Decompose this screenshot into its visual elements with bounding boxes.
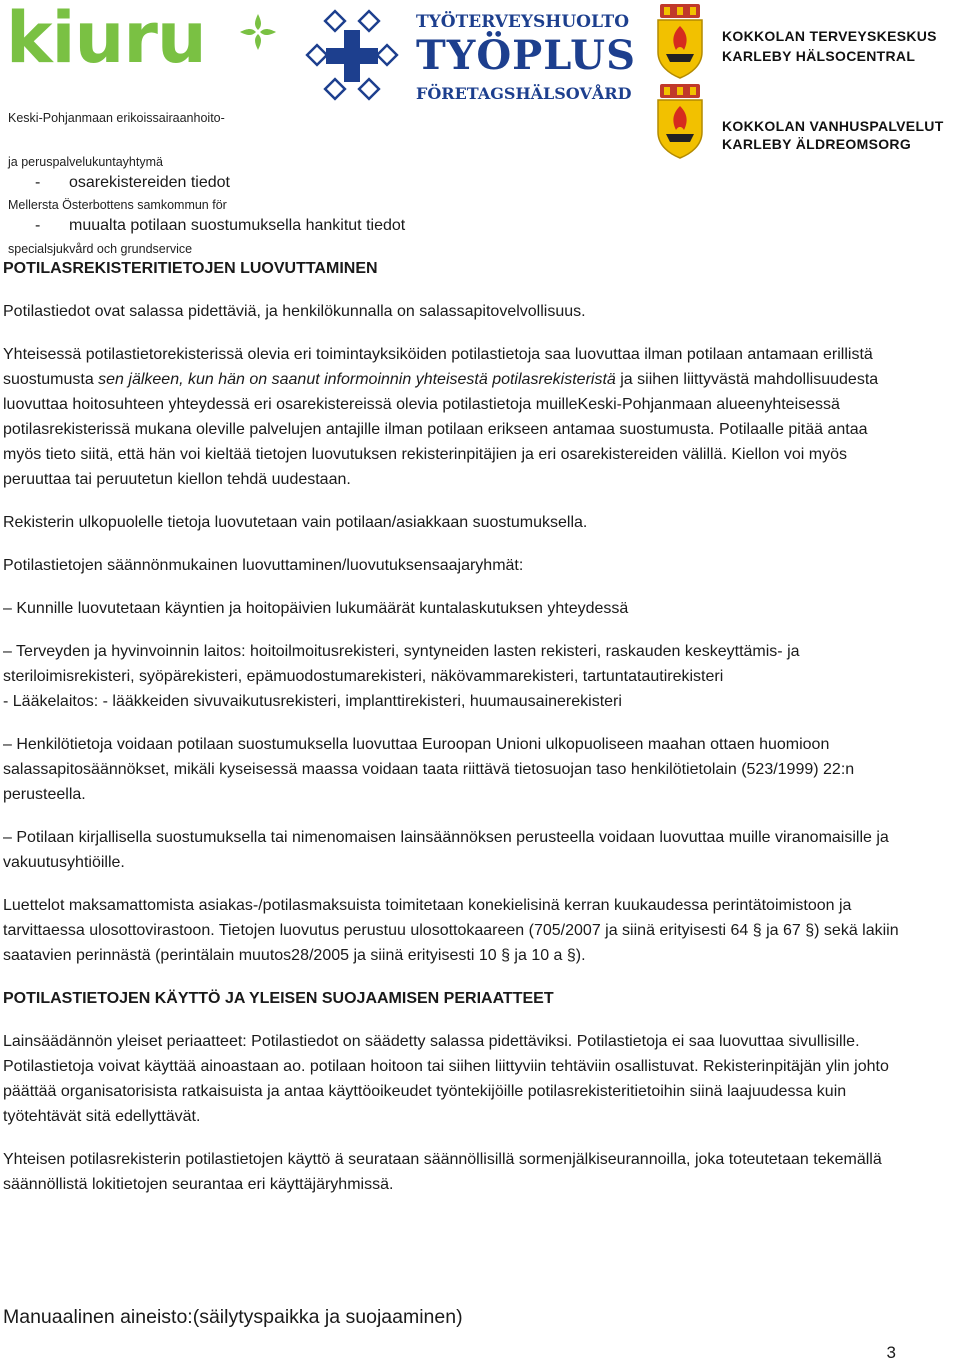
paragraph: Luettelot maksamattomista asiakas-/potilasmaksuista toimitetaan konekielisinä kerran kuukaudessa perintätoimistoon ja tarvittaessa ulosottovirastoon. Tietojen luovutus perustuu ulosottokaareen (705/2007 ja siinä erityisesti 64 § ja 67 §) sekä lakiin saatavien perinnästä (perintälain muutos28/2005 ja siinä erityisesti 10 § ja 10 a §). [3, 897, 899, 964]
page-number: 3 [886, 1343, 896, 1362]
paragraph-text: Yhteisessä potilastietorekisterissä olevia eri toimintayksiköiden potilastietoja saa luovuttaa ilman potilaan antamaan erillistä suostumusta [3, 346, 873, 388]
kiuru-star-icon [236, 10, 280, 54]
list-item [3, 170, 903, 195]
document-body [3, 170, 903, 1215]
kiuru-subtitle-line: specialsjukvård och grundservice [8, 241, 193, 256]
kokkola-vanhuspalvelut-line-2: KARLEBY ÄLDREOMSORG [722, 136, 912, 152]
manual-heading: Manuaalinen aineisto:(säilytyspaikka ja suojaaminen) [3, 1306, 463, 1328]
list-dash: - [35, 174, 41, 191]
paragraph-italic-text: sen jälkeen, kun hän on saanut informoinnin yhteisestä potilasrekisteristä [98, 371, 616, 388]
paragraph: – Potilaan kirjallisella suostumuksella tai nimenomaisen lainsäännöksen perusteella voidaan luovuttaa muille viranomaisille ja vakuutusyhtiöille. [3, 829, 889, 871]
tyoplus-line-1: TYÖTERVEYSHUOLTO [416, 12, 630, 32]
tyoplus-line-3: FÖRETAGSHÄLSOVÅRD [416, 84, 632, 103]
kiuru-wordmark: kiuru [6, 0, 206, 79]
paragraph-text: ja siihen liittyvästä mahdollisuudesta luovuttaa hoitosuhteen yhteydessä eri osarekistereissä olevia potilastietoja muilleKeski-Pohjanmaan alueenyhteisessä potilasrekisterissä mukana oleville palvelujen antajille ilman potilaan erikseen antamaa suostumusta. Potilaalle pitää antaa myös tieto siitä, että hän voi kieltää tietojen luovutuksen rekisterinpitäjien ja eri osarekistereiden välillä. Kiellon voi myös peruuttaa tai peruutetun kiellon tehdä uudestaan. [3, 371, 879, 488]
section-heading: POTILASREKISTERITIETOJEN LUOVUTTAMINEN [3, 260, 378, 277]
paragraph: – Terveyden ja hyvinvoinnin laitos: hoitoilmoitusrekisteri, syntyneiden lasten rekisteri, raskauden keskeyttämis- ja steriloimisrekisteri, syöpärekisteri, epämuodostumarekisteri, näkövammarekisteri, tartuntatautirekisteri [3, 643, 800, 685]
list-item [3, 213, 903, 238]
paragraph: Rekisterin ulkopuolelle tietoja luovutetaan vain potilaan/asiakkaan suostumuksella. [3, 514, 588, 531]
kokkola-terveyskeskus-line-1: KOKKOLAN TERVEYSKESKUS [722, 28, 937, 44]
kokkola-crest-icon [654, 82, 706, 160]
paragraph: Yhteisen potilasrekisterin potilastietojen käyttö ä seurataan säännöllisillä sormenjälkiseurannoilla, joka toteutetaan tekemällä säännöllistä lokitietojen seurantaa eri käyttäjäryhmissä. [3, 1151, 882, 1193]
cross-icon [304, 8, 400, 104]
paragraph: – Henkilötietoja voidaan potilaan suostumuksella luovuttaa Euroopan Unioni ulkopuoliseen maahan ottaen huomioon salassapitosäännökset, mikäli kyseisessä maassa voidaan taata riittävä tietosuojan taso henkilötietolain (523/1999) 22:n perusteella. [3, 736, 855, 803]
tyoplus-line-2: TYÖPLUS [416, 32, 636, 79]
list-item-text: osarekistereiden tiedot [69, 174, 230, 191]
kiuru-subtitle-line: Keski-Pohjanmaan erikoissairaanhoito- [8, 111, 225, 125]
tyoplus-logo [304, 8, 634, 108]
kiuru-subtitle-line: ja peruspalvelukuntayhtymä [8, 154, 163, 169]
list-item-text: muualta potilaan suostumuksella hankitut tiedot [69, 217, 406, 234]
kiuru-subtitle-line: Mellersta Österbottens samkommun för [8, 198, 227, 212]
kokkola-vanhuspalvelut-line-1: KOKKOLAN VANHUSPALVELUT [722, 118, 944, 134]
section-heading: POTILASTIETOJEN KÄYTTÖ JA YLEISEN SUOJAAMISEN PERIAATTEET [3, 990, 554, 1007]
kokkola-terveyskeskus-logo [654, 2, 960, 82]
paragraph [3, 342, 903, 492]
paragraph: Potilastietojen säännönmukainen luovuttaminen/luovutuksensaajaryhmät: [3, 557, 524, 574]
kokkola-vanhuspalvelut-logo [654, 82, 960, 166]
paragraph: – Kunnille luovutetaan käyntien ja hoitopäivien lukumäärät kuntalaskutuksen yhteydessä [3, 600, 629, 617]
kokkola-crest-icon [654, 2, 706, 80]
paragraph: Lainsäädännön yleiset periaatteet: Potilastiedot on säädetty salassa pidettäviksi. Potilastietoja ei saa luovuttaa sivullisille. Potilastietoja voivat käyttää ainoastaan ao. potilaan hoitoon tai siihen liittyviin tehtäviin osallistuvat. Rekisterinpitäjän ylin johto päättää organisatorisista ratkaisuista ja antaa käyttöoikeudet työntekijöille potilasrekisteritietoihin siinä laajuudessa kuin työtehtävät sitä edellyttävät. [3, 1033, 889, 1125]
list-dash: - [35, 217, 41, 234]
paragraph: Potilastiedot ovat salassa pidettäviä, ja henkilökunnalla on salassapitovelvollisuus. [3, 303, 586, 320]
kokkola-terveyskeskus-line-2: KARLEBY HÄLSOCENTRAL [722, 48, 916, 64]
paragraph: - Lääkelaitos: - lääkkeiden sivuvaikutusrekisteri, implanttirekisteri, huumausainerekisteri [3, 693, 622, 710]
